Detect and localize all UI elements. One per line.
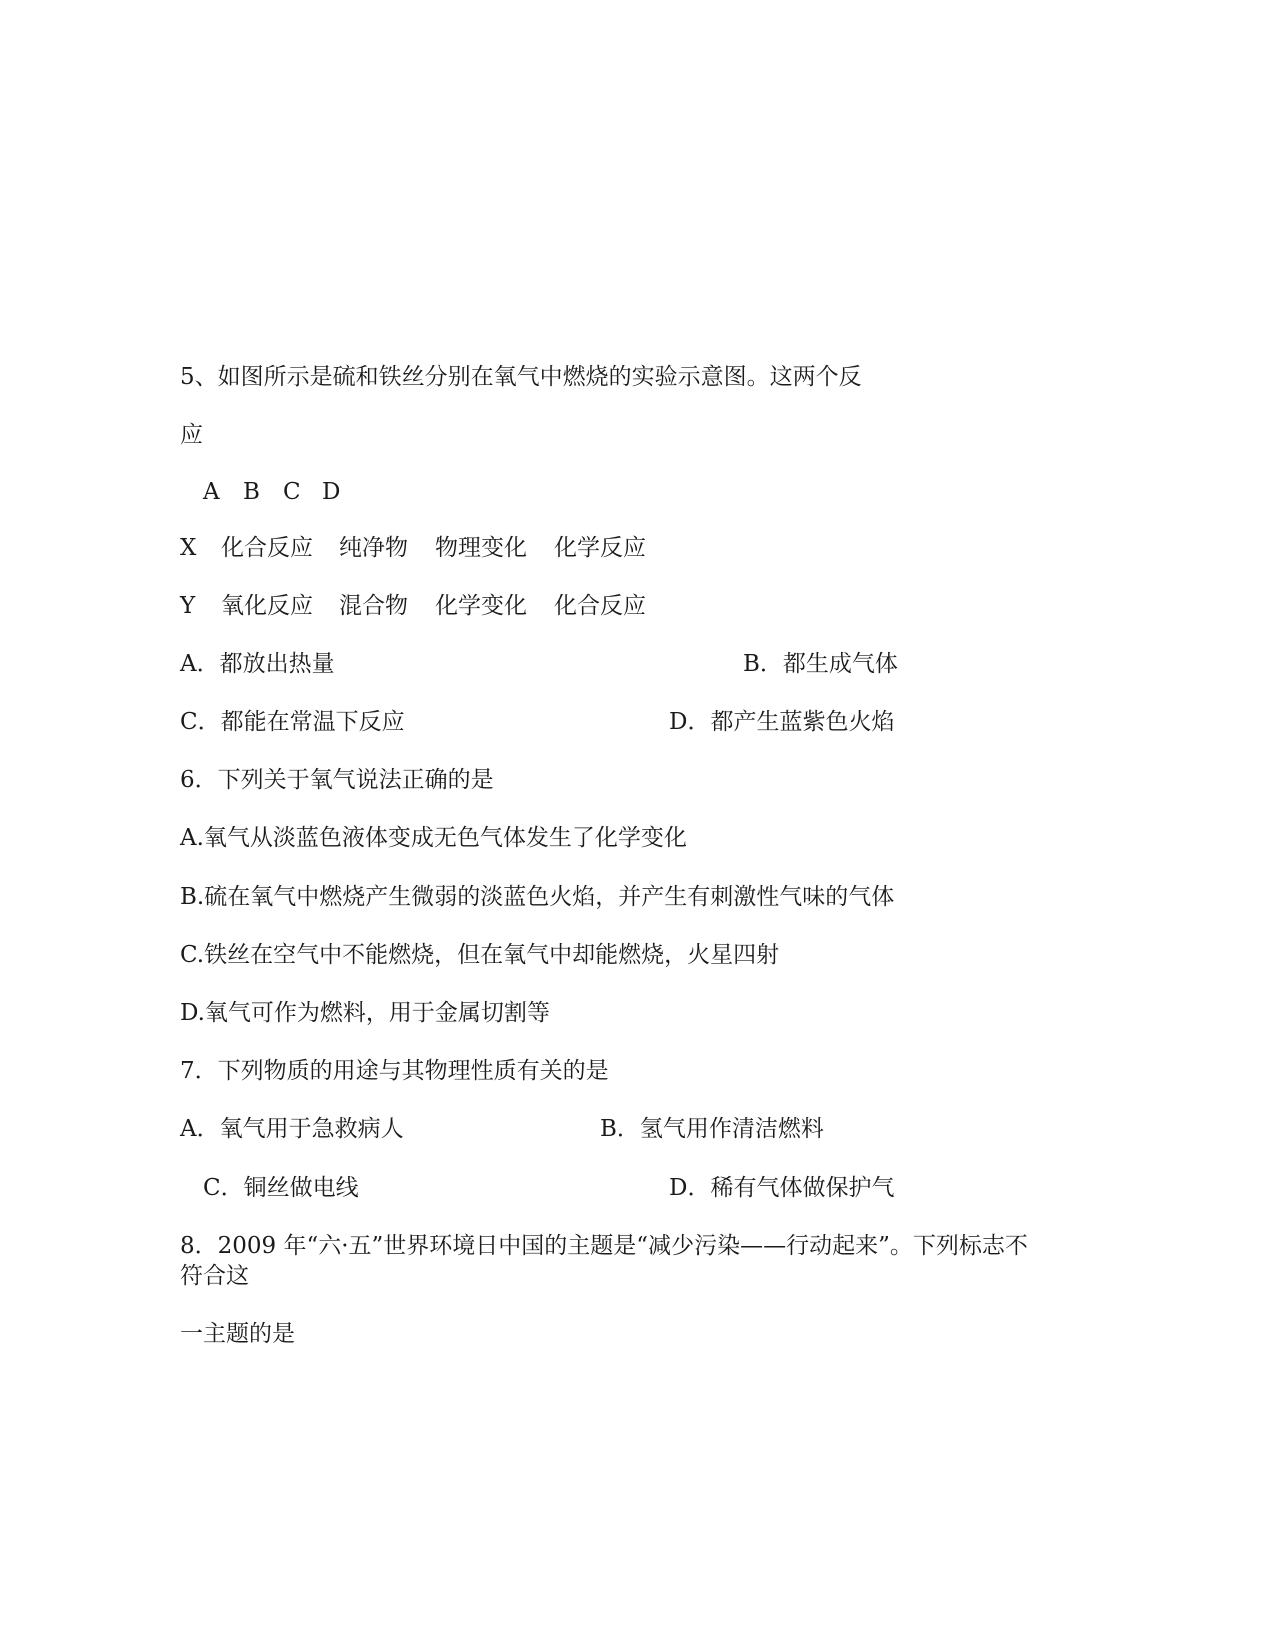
q5-option-c: C．都能在常温下反应 [180,709,405,735]
q5-stem-line2: 应 [180,422,203,448]
q8-stem-line1: 8．2009 年“六·五”世界环境日中国的主题是“减少污染——行动起来”。下列标志不 [180,1233,1028,1259]
q5-option-b: B．都生成气体 [743,651,898,677]
q8-stem-line3: 一主题的是 [180,1321,295,1347]
q5-table-row-y-label: Y [180,593,196,619]
q5-table-row-x-cell-a: 化合反应 [221,535,313,561]
q5-table-header-b: B [243,479,260,505]
q5-table-header-a: A [203,479,220,505]
q6-option-c: C.铁丝在空气中不能燃烧，但在氧气中却能燃烧，火星四射 [180,942,780,968]
q5-table-row-y-cell-b: 混合物 [339,593,408,619]
q5-table-row-x-cell-d: 化学反应 [554,535,646,561]
q5-table-row-y-cell-a: 氧化反应 [221,593,313,619]
q5-option-a: A．都放出热量 [180,651,335,677]
q5-table-header-d: D [322,479,341,505]
q7-option-a: A．氧气用于急救病人 [180,1116,404,1142]
q5-table-row-x-cell-b: 纯净物 [339,535,408,561]
q5-table-header-c: C [283,479,301,505]
q6-stem: 6．下列关于氧气说法正确的是 [180,767,494,793]
q6-option-b: B.硫在氧气中燃烧产生微弱的淡蓝色火焰，并产生有刺激性气味的气体 [180,884,895,910]
q5-table-row-y-cell-d: 化合反应 [554,593,646,619]
q8-stem-line2: 符合这 [180,1263,249,1289]
q5-option-d: D．都产生蓝紫色火焰 [669,709,895,735]
q5-stem-line1: 5、如图所示是硫和铁丝分别在氧气中燃烧的实验示意图。这两个反 [180,364,862,390]
q6-option-a: A.氧气从淡蓝色液体变成无色气体发生了化学变化 [180,825,687,851]
q5-table-row-y-cell-c: 化学变化 [435,593,527,619]
q5-table-row-x-label: X [180,535,197,561]
q6-option-d: D.氧气可作为燃料，用于金属切割等 [180,1000,550,1026]
q5-table-row-x-cell-c: 物理变化 [435,535,527,561]
q7-option-d: D．稀有气体做保护气 [669,1175,895,1201]
q7-option-c: C．铜丝做电线 [203,1175,359,1201]
q7-option-b: B．氢气用作清洁燃料 [600,1116,824,1142]
q7-stem: 7．下列物质的用途与其物理性质有关的是 [180,1058,609,1084]
